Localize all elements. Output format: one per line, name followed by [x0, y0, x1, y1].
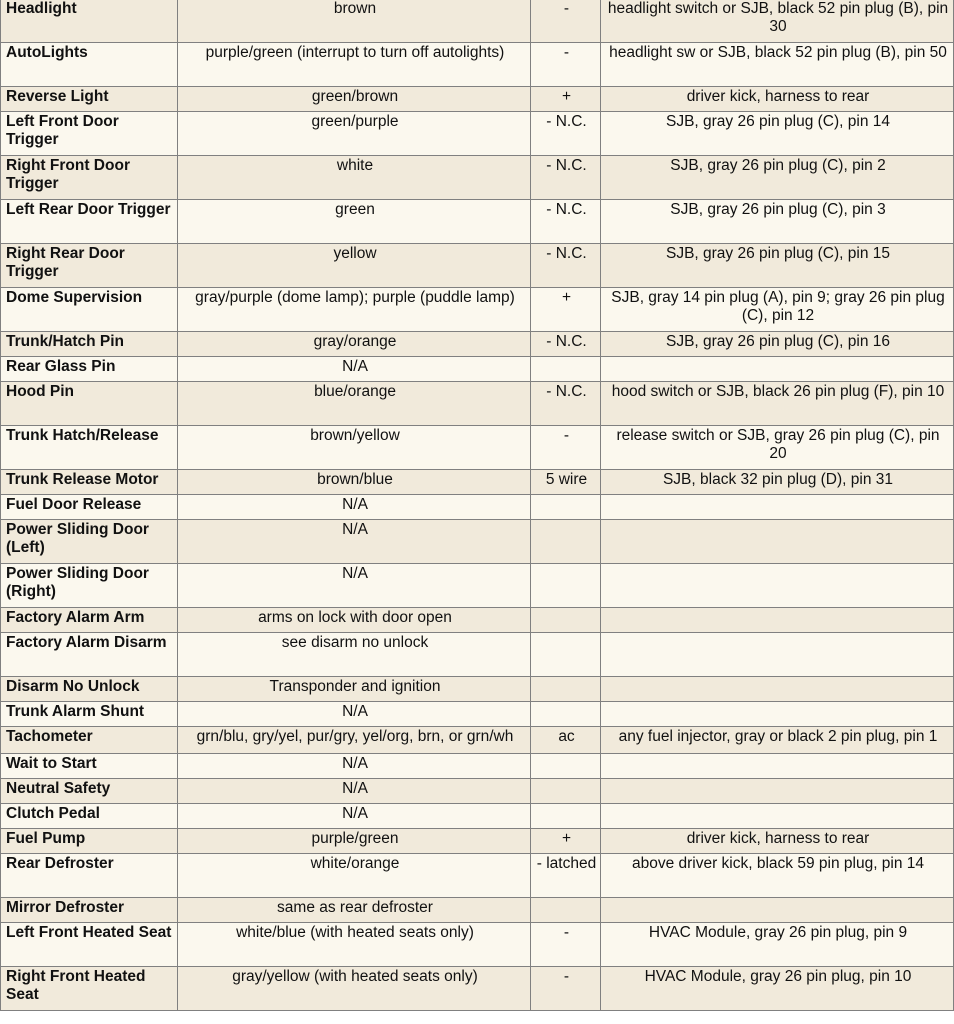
polarity: ac [531, 727, 601, 754]
location: SJB, gray 26 pin plug (C), pin 3 [601, 200, 954, 244]
wire-color: N/A [178, 564, 531, 608]
polarity [531, 495, 601, 520]
wire-color: brown/yellow [178, 426, 531, 470]
row-label: AutoLights [1, 43, 178, 87]
table-row [1, 727, 954, 754]
row-label: Hood Pin [1, 382, 178, 426]
table-row [1, 156, 954, 200]
wire-color: Transponder and ignition [178, 677, 531, 702]
location: headlight sw or SJB, black 52 pin plug (B), pin 50 [601, 43, 954, 87]
table-row [1, 244, 954, 288]
wire-color: white/orange [178, 854, 531, 898]
table-row [1, 898, 954, 923]
table-row [1, 0, 954, 43]
polarity [531, 754, 601, 779]
row-label: Tachometer [1, 727, 178, 754]
wire-color: N/A [178, 702, 531, 727]
wire-color: brown/blue [178, 470, 531, 495]
table-row [1, 702, 954, 727]
location [601, 608, 954, 633]
wire-color: N/A [178, 754, 531, 779]
location [601, 633, 954, 677]
polarity: - N.C. [531, 156, 601, 200]
row-label: Trunk Hatch/Release [1, 426, 178, 470]
table-row [1, 923, 954, 967]
polarity: - N.C. [531, 332, 601, 357]
wire-color: brown [178, 0, 531, 43]
location [601, 702, 954, 727]
location [601, 804, 954, 829]
row-label: Rear Glass Pin [1, 357, 178, 382]
polarity: - [531, 0, 601, 43]
wire-color: yellow [178, 244, 531, 288]
polarity: - N.C. [531, 112, 601, 156]
location [601, 357, 954, 382]
row-label: Wait to Start [1, 754, 178, 779]
row-label: Reverse Light [1, 87, 178, 112]
polarity: - N.C. [531, 382, 601, 426]
wire-color: N/A [178, 804, 531, 829]
table-row [1, 495, 954, 520]
location: SJB, gray 26 pin plug (C), pin 2 [601, 156, 954, 200]
wire-color: white/blue (with heated seats only) [178, 923, 531, 967]
location [601, 495, 954, 520]
wire-color: see disarm no unlock [178, 633, 531, 677]
location: any fuel injector, gray or black 2 pin plug, pin 1 [601, 727, 954, 754]
table-row [1, 43, 954, 87]
location: release switch or SJB, gray 26 pin plug (C), pin 20 [601, 426, 954, 470]
polarity [531, 608, 601, 633]
row-label: Right Rear Door Trigger [1, 244, 178, 288]
polarity: - [531, 426, 601, 470]
wire-color: gray/orange [178, 332, 531, 357]
polarity: - [531, 43, 601, 87]
table-row [1, 633, 954, 677]
table-row [1, 779, 954, 804]
wire-color: N/A [178, 357, 531, 382]
wire-color: green/brown [178, 87, 531, 112]
wire-color: green [178, 200, 531, 244]
table-row [1, 382, 954, 426]
polarity: + [531, 829, 601, 854]
wire-color: same as rear defroster [178, 898, 531, 923]
location: SJB, gray 26 pin plug (C), pin 16 [601, 332, 954, 357]
row-label: Trunk Alarm Shunt [1, 702, 178, 727]
table-row [1, 470, 954, 495]
wire-color: green/purple [178, 112, 531, 156]
table-row [1, 87, 954, 112]
wire-color: N/A [178, 495, 531, 520]
polarity [531, 677, 601, 702]
table-row [1, 754, 954, 779]
wire-color: blue/orange [178, 382, 531, 426]
location [601, 564, 954, 608]
polarity [531, 357, 601, 382]
location [601, 677, 954, 702]
wire-color: arms on lock with door open [178, 608, 531, 633]
wire-color: white [178, 156, 531, 200]
wire-color: N/A [178, 779, 531, 804]
wire-color: gray/purple (dome lamp); purple (puddle lamp) [178, 288, 531, 332]
row-label: Dome Supervision [1, 288, 178, 332]
row-label: Left Rear Door Trigger [1, 200, 178, 244]
table-row [1, 804, 954, 829]
location: HVAC Module, gray 26 pin plug, pin 9 [601, 923, 954, 967]
row-label: Disarm No Unlock [1, 677, 178, 702]
wiring-table-body [1, 0, 954, 1011]
polarity: - [531, 967, 601, 1011]
location: driver kick, harness to rear [601, 829, 954, 854]
polarity: - latched [531, 854, 601, 898]
table-row [1, 112, 954, 156]
table-row [1, 520, 954, 564]
polarity: - [531, 923, 601, 967]
location [601, 754, 954, 779]
location [601, 520, 954, 564]
location: SJB, black 32 pin plug (D), pin 31 [601, 470, 954, 495]
row-label: Trunk Release Motor [1, 470, 178, 495]
wire-color: purple/green [178, 829, 531, 854]
polarity [531, 564, 601, 608]
table-row [1, 564, 954, 608]
table-row [1, 967, 954, 1011]
table-row [1, 854, 954, 898]
location: SJB, gray 14 pin plug (A), pin 9; gray 26 pin plug (C), pin 12 [601, 288, 954, 332]
table-row [1, 288, 954, 332]
table-row [1, 677, 954, 702]
wire-color: N/A [178, 520, 531, 564]
polarity [531, 898, 601, 923]
row-label: Right Front Door Trigger [1, 156, 178, 200]
polarity [531, 520, 601, 564]
row-label: Left Front Heated Seat [1, 923, 178, 967]
row-label: Neutral Safety [1, 779, 178, 804]
row-label: Mirror Defroster [1, 898, 178, 923]
location [601, 779, 954, 804]
table-row [1, 608, 954, 633]
polarity: + [531, 87, 601, 112]
polarity: 5 wire [531, 470, 601, 495]
location: SJB, gray 26 pin plug (C), pin 15 [601, 244, 954, 288]
row-label: Fuel Door Release [1, 495, 178, 520]
location: hood switch or SJB, black 26 pin plug (F), pin 10 [601, 382, 954, 426]
row-label: Left Front Door Trigger [1, 112, 178, 156]
table-row [1, 829, 954, 854]
polarity: + [531, 288, 601, 332]
table-row [1, 357, 954, 382]
location: headlight switch or SJB, black 52 pin plug (B), pin 30 [601, 0, 954, 43]
wire-color: gray/yellow (with heated seats only) [178, 967, 531, 1011]
polarity [531, 804, 601, 829]
location: driver kick, harness to rear [601, 87, 954, 112]
polarity [531, 779, 601, 804]
row-label: Clutch Pedal [1, 804, 178, 829]
row-label: Trunk/Hatch Pin [1, 332, 178, 357]
wire-color: purple/green (interrupt to turn off autolights) [178, 43, 531, 87]
row-label: Factory Alarm Disarm [1, 633, 178, 677]
row-label: Power Sliding Door (Right) [1, 564, 178, 608]
table-row [1, 426, 954, 470]
row-label: Headlight [1, 0, 178, 43]
polarity: - N.C. [531, 200, 601, 244]
row-label: Fuel Pump [1, 829, 178, 854]
location [601, 898, 954, 923]
table-row [1, 332, 954, 357]
polarity [531, 702, 601, 727]
location: SJB, gray 26 pin plug (C), pin 14 [601, 112, 954, 156]
polarity [531, 633, 601, 677]
row-label: Factory Alarm Arm [1, 608, 178, 633]
wire-color: grn/blu, gry/yel, pur/gry, yel/org, brn, or grn/wh [178, 727, 531, 754]
location: above driver kick, black 59 pin plug, pin 14 [601, 854, 954, 898]
row-label: Rear Defroster [1, 854, 178, 898]
row-label: Right Front Heated Seat [1, 967, 178, 1011]
row-label: Power Sliding Door (Left) [1, 520, 178, 564]
table-row [1, 200, 954, 244]
polarity: - N.C. [531, 244, 601, 288]
location: HVAC Module, gray 26 pin plug, pin 10 [601, 967, 954, 1011]
